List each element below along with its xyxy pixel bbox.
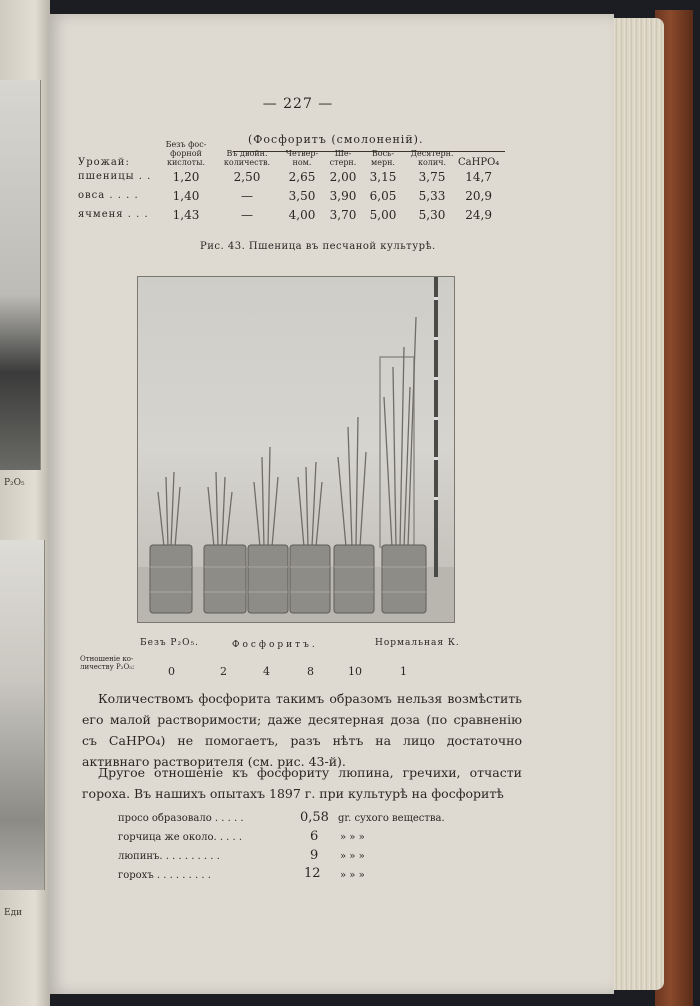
ratio-label: Отношеніе ко-личеству P₂O₅: (80, 655, 135, 671)
cell: 3,50 (288, 188, 316, 203)
left-page-photo-top (0, 80, 41, 470)
cell: 6,05 (369, 188, 397, 203)
row-label: ячменя . . . (78, 209, 149, 220)
list-item-label: люпинъ. . . . . . . . . . (118, 851, 220, 862)
pots-illustration (138, 277, 454, 622)
list-item-value: 12 (304, 866, 321, 881)
cell: 4,00 (288, 207, 316, 222)
cell: 1,43 (172, 207, 200, 222)
cell: 3,70 (329, 207, 357, 222)
table-header-row (78, 140, 499, 167)
col-header: Въ двойн. количеств. (223, 149, 271, 167)
table-row (78, 186, 499, 205)
list-item-value: 6 (310, 829, 319, 844)
list-item-value: 9 (310, 848, 319, 863)
cell: — (241, 207, 253, 222)
list-item-label: просо образовало . . . . . (118, 813, 244, 824)
ratio-value: 2 (220, 665, 227, 678)
cell: 1,20 (172, 169, 200, 184)
cell: 20,9 (465, 188, 492, 203)
list-item-unit: » » » (340, 870, 365, 881)
col-header: Четвер-ном. (285, 149, 319, 167)
row-label: овса . . . . (78, 190, 139, 201)
ratio-value: 8 (307, 665, 314, 678)
cell: 3,90 (329, 188, 357, 203)
left-page-label-bottom: Еди (4, 908, 23, 918)
ratio-value: 0 (168, 665, 175, 678)
page-number: — 227 — (262, 96, 334, 112)
col-header: Десятерн. колич. (410, 149, 454, 167)
ratio-value: 4 (263, 665, 270, 678)
col-header: CaHPO₄ (458, 157, 500, 168)
figure-label-left: Безъ P₂O₅. (140, 638, 199, 648)
figure-label-middle: Фосфоритъ. (232, 640, 318, 650)
row-label-header: Урожай: (78, 157, 130, 168)
list-item-label: горохъ . . . . . . . . . (118, 870, 211, 881)
col-header: Безъ фос-форной кислоты. (165, 140, 207, 167)
col-header: Ше-стерн. (329, 149, 357, 167)
cell: 3,15 (369, 169, 397, 184)
col-header: Вось-мерн. (371, 149, 395, 167)
left-page-label-top: Р₂O₅ (4, 478, 25, 488)
row-label: пшеницы . . (78, 171, 152, 182)
table-row (78, 205, 499, 224)
cell: — (241, 188, 253, 203)
ratio-value: 10 (348, 665, 362, 678)
table-row (78, 167, 499, 186)
figure-photo (137, 276, 455, 623)
list-item-unit: gr. сухого вещества. (338, 813, 445, 824)
cell: 3,75 (418, 169, 446, 184)
cell: 24,9 (465, 207, 492, 222)
cell: 1,40 (172, 188, 200, 203)
paragraph: Другое отношеніе къ фосфориту люпина, гречихи, отчасти гороха. Въ нашихъ опытахъ 1897 г. при культурѣ на фосфоритѣ (82, 765, 522, 801)
cell: 5,00 (369, 207, 397, 222)
left-page-edge (0, 0, 50, 1006)
table-caption: (Фосфоритъ (смолоненій). (248, 133, 424, 146)
cell: 2,65 (288, 169, 316, 184)
cell: 5,30 (418, 207, 446, 222)
yield-table (78, 140, 499, 224)
cell: 5,33 (418, 188, 446, 203)
cell: 2,50 (233, 169, 261, 184)
paragraph: Количествомъ фосфорита такимъ образомъ нельзя возмѣстить его малой растворимости; даже десятерная доза (по сравненію съ CaHPO₄) не помогаетъ, разъ нѣтъ на лицо достаточно активнаго растворителя (см. рис. 43-й). (82, 691, 522, 769)
list-item-label: горчица же около. . . . . (118, 832, 243, 843)
cell: 14,7 (465, 169, 492, 184)
list-item-value: 0,58 (300, 810, 329, 825)
list-item-unit: » » » (340, 832, 365, 843)
cell: 2,00 (329, 169, 357, 184)
figure-caption: Рис. 43. Пшеница въ песчаной культурѣ. (200, 241, 436, 252)
figure-label-right: Нормальная К. (375, 638, 460, 648)
list-item-unit: » » » (340, 851, 365, 862)
page-edges (608, 18, 664, 990)
ratio-value: 1 (400, 665, 407, 678)
left-page-photo-bottom (0, 540, 45, 890)
